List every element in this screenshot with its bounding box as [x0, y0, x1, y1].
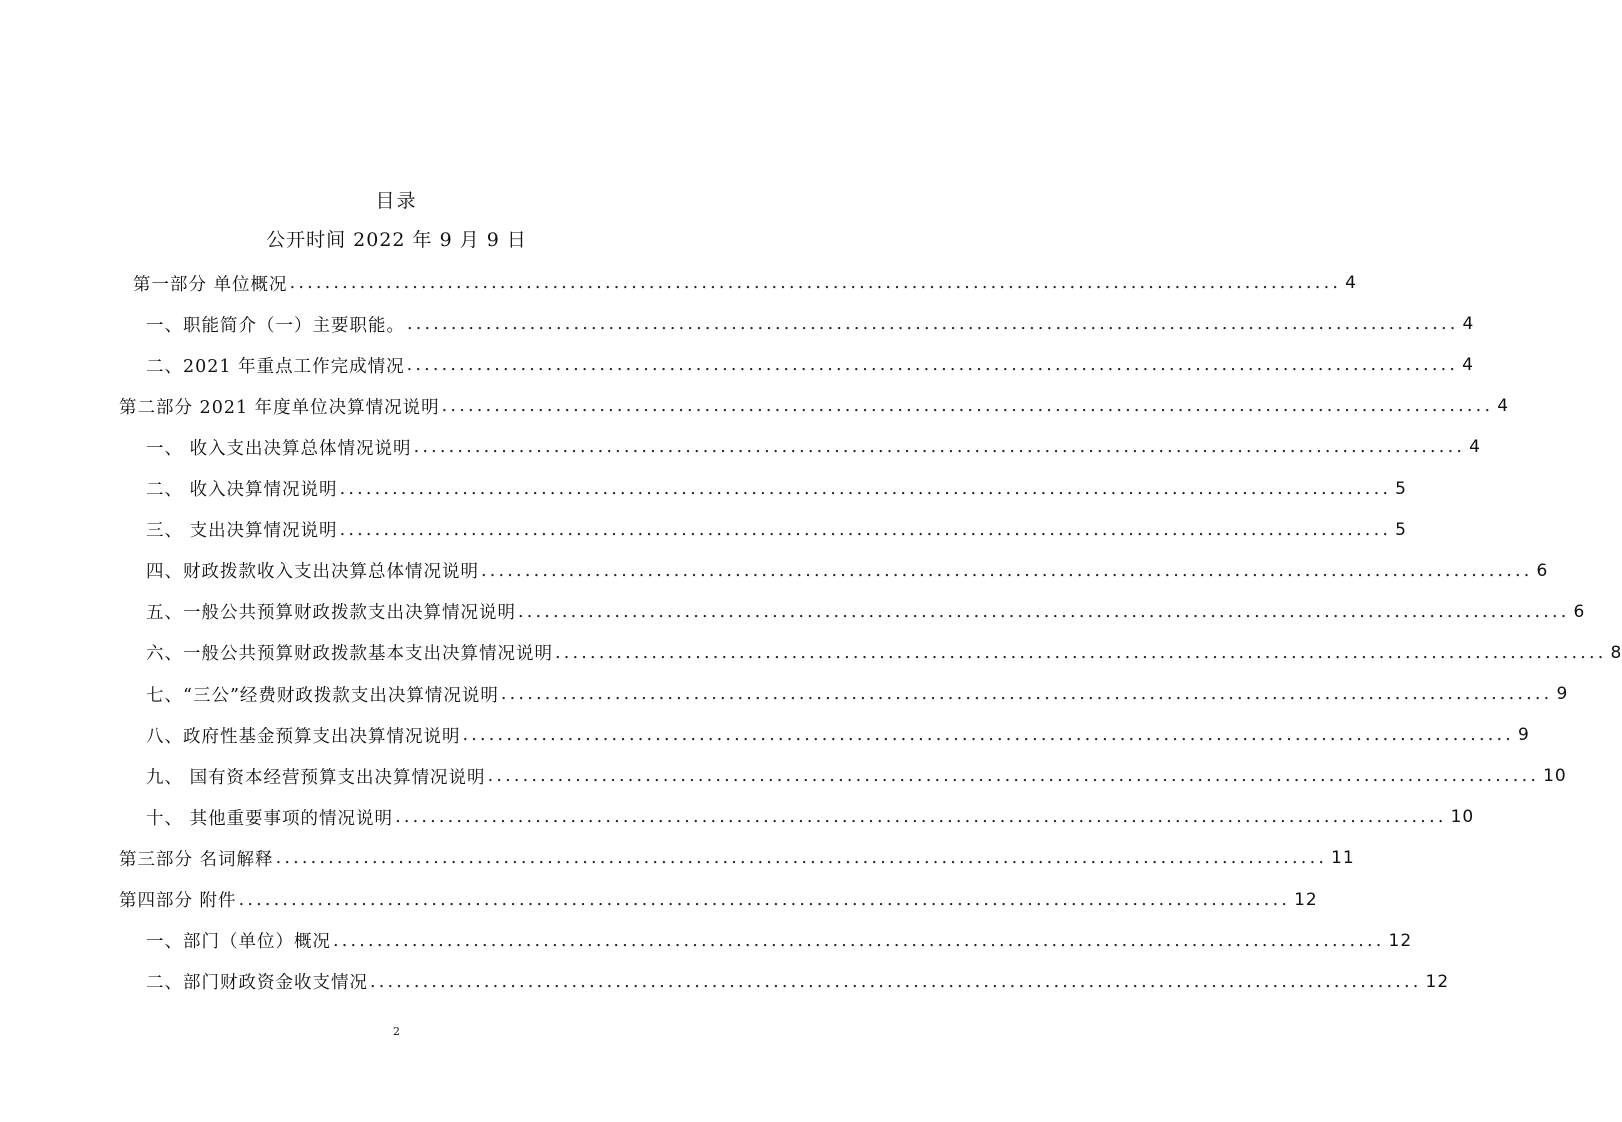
toc-entry-part-4[interactable] [119, 885, 1318, 915]
toc-entry-page: 9 [1556, 684, 1569, 704]
toc-leader-dots: ........................................................................................................................ [289, 273, 1342, 293]
toc-entry-1-1[interactable] [146, 309, 1475, 339]
toc-entry-label: 二、 收入决算情况说明 [146, 480, 338, 500]
toc-entry-2-10[interactable] [146, 802, 1475, 832]
toc-leader-dots: ........................................................................................................................ [333, 930, 1385, 951]
toc-entry-page: 4 [1462, 355, 1474, 376]
toc-entry-label: 第三部分 名词解释 [119, 849, 274, 870]
toc-entry-page: 4 [1345, 273, 1357, 293]
toc-entry-1-2[interactable] [146, 350, 1474, 380]
toc-entry-part-3[interactable] [119, 843, 1355, 873]
toc-entry-label: 第四部分 附件 [119, 891, 237, 911]
toc-entry-2-3[interactable] [146, 515, 1407, 545]
toc-leader-dots: ........................................................................................................................ [275, 848, 1328, 869]
toc-entry-page: 8 [1610, 642, 1622, 663]
toc-entry-label: 八、政府性基金预算支出决算情况说明 [146, 726, 461, 747]
toc-leader-dots: ........................................................................................................................ [407, 314, 1459, 335]
toc-entry-label: 二、部门财政资金收支情况 [146, 973, 368, 994]
toc-leader-dots: ........................................................................................................................ [462, 725, 1515, 746]
toc-leader-dots: ........................................................................................................................ [413, 437, 1466, 458]
toc-leader-dots: ........................................................................................................................ [395, 807, 1447, 828]
toc-leader-dots: ........................................................................................................................ [339, 478, 1392, 499]
publish-date: 公开时间 2022 年 9 月 9 日 [266, 229, 527, 251]
page-number: 2 [393, 1025, 400, 1038]
toc-entry-page: 5 [1395, 478, 1407, 499]
toc-entry-page: 5 [1395, 519, 1407, 540]
toc-entry-2-7[interactable] [146, 679, 1569, 709]
toc-leader-dots: ........................................................................................................................ [441, 396, 1494, 417]
toc-entry-2-5[interactable] [146, 597, 1586, 627]
toc-leader-dots: ........................................................................................................................ [481, 560, 1533, 581]
toc-entry-4-1[interactable] [146, 926, 1413, 956]
toc-entry-page: 12 [1388, 930, 1413, 951]
toc-entry-page: 6 [1536, 560, 1549, 581]
toc-entry-part-1[interactable] [133, 268, 1357, 298]
toc-leader-dots: ........................................................................................................................ [406, 355, 1459, 376]
toc-entry-2-8[interactable] [146, 720, 1530, 750]
toc-entry-label: 四、财政拨款收入支出决算总体情况说明 [146, 562, 479, 583]
toc-entry-label: 一、部门（单位）概况 [146, 932, 331, 953]
toc-leader-dots: ........................................................................................................................ [518, 601, 1570, 622]
toc-entry-page: 10 [1450, 807, 1475, 828]
toc-entry-2-4[interactable] [146, 556, 1549, 586]
toc-entry-page: 12 [1425, 971, 1450, 992]
toc-entry-label: 七、“三公”经费财政拨款支出决算情况说明 [146, 685, 499, 706]
toc-entry-label: 九、 国有资本经营预算支出决算情况说明 [146, 767, 486, 788]
toc-entry-page: 11 [1331, 848, 1355, 869]
toc-entry-page: 9 [1518, 725, 1530, 746]
toc-entry-2-2[interactable] [146, 474, 1407, 504]
toc-entry-page: 4 [1462, 314, 1475, 335]
toc-entry-label: 一、 收入支出决算总体情况说明 [146, 438, 412, 459]
toc-leader-dots: ........................................................................................................................ [500, 684, 1553, 704]
toc-entry-label: 第二部分 2021 年度单位决算情况说明 [119, 397, 440, 418]
toc-entry-page: 6 [1573, 601, 1586, 622]
toc-entry-label: 第一部分 单位概况 [133, 274, 288, 295]
toc-entry-page: 12 [1294, 889, 1318, 910]
toc-leader-dots: ........................................................................................................................ [487, 766, 1540, 787]
toc-entry-2-9[interactable] [146, 761, 1567, 791]
toc-entry-page: 4 [1469, 437, 1481, 458]
toc-leader-dots: ........................................................................................................................ [238, 889, 1291, 910]
toc-entry-label: 二、2021 年重点工作完成情况 [146, 356, 405, 377]
toc-entry-2-1[interactable] [146, 432, 1481, 462]
toc-entry-label: 六、一般公共预算财政拨款基本支出决算情况说明 [146, 644, 553, 665]
toc-entry-label: 三、 支出决算情况说明 [146, 521, 338, 542]
toc-entry-4-2[interactable] [146, 967, 1450, 997]
toc-entry-2-6[interactable] [146, 638, 1622, 668]
toc-leader-dots: ........................................................................................................................ [339, 519, 1392, 540]
toc-leader-dots: ........................................................................................................................ [555, 642, 1607, 663]
toc-entry-label: 十、 其他重要事项的情况说明 [146, 808, 394, 829]
toc-entry-page: 10 [1543, 766, 1567, 787]
toc-entry-part-2[interactable] [119, 391, 1510, 421]
toc-title: 目录 [375, 190, 418, 212]
toc-leader-dots: ........................................................................................................................ [370, 971, 1422, 992]
toc-entry-page: 4 [1497, 396, 1510, 417]
toc-entry-label: 五、一般公共预算财政拨款支出决算情况说明 [146, 603, 516, 624]
toc-entry-label: 一、职能简介（一）主要职能。 [146, 315, 405, 336]
